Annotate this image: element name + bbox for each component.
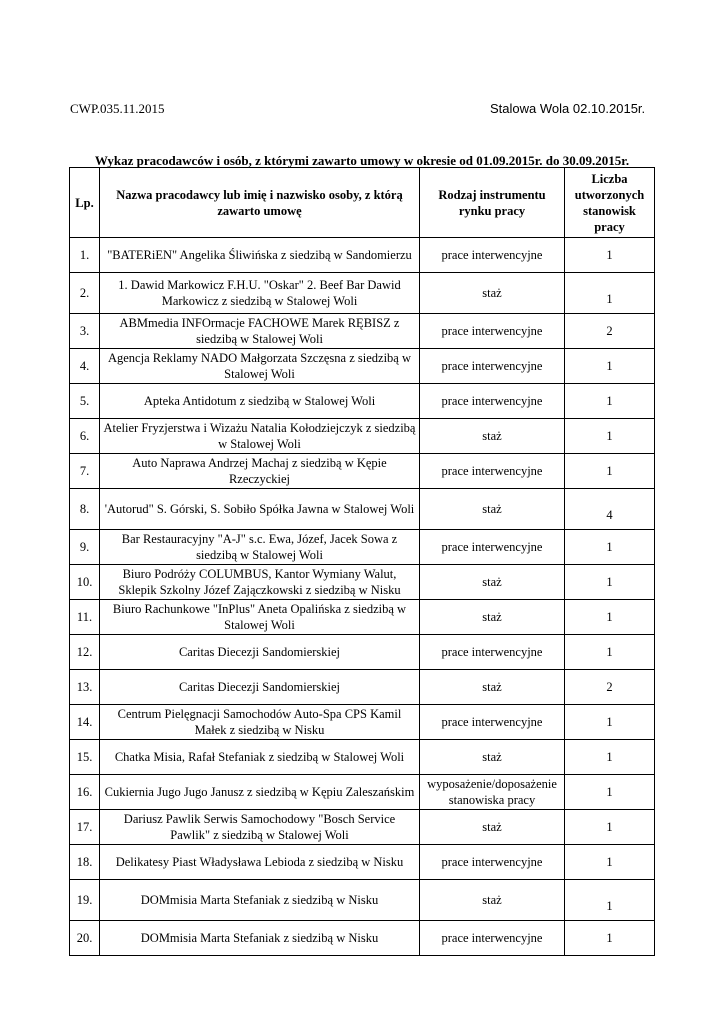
table-row: [70, 635, 655, 670]
labour-market-instrument: prace interwencyjne: [420, 845, 565, 880]
table-row: [70, 740, 655, 775]
document-title: Wykaz pracodawców i osób, z którymi zawarto umowy w okresie od 01.09.2015r. do 30.09.2015r.: [94, 153, 630, 168]
row-number: 12.: [70, 635, 100, 670]
labour-market-instrument: staż: [420, 740, 565, 775]
created-positions-count: 1: [565, 880, 655, 921]
employer-name: Biuro Podróży COLUMBUS, Kantor Wymiany Walut, Sklepik Szkolny Józef Zajączkowski z siedzibą w Nisku: [100, 565, 420, 600]
labour-market-instrument: prace interwencyjne: [420, 349, 565, 384]
labour-market-instrument: prace interwencyjne: [420, 238, 565, 273]
row-number: 5.: [70, 384, 100, 419]
table-header-row: [70, 168, 655, 238]
labour-market-instrument: staż: [420, 810, 565, 845]
row-number: 2.: [70, 273, 100, 314]
employer-name: 1. Dawid Markowicz F.H.U. "Oskar" 2. Beef Bar Dawid Markowicz z siedzibą w Stalowej Woli: [100, 273, 420, 314]
created-positions-count: 1: [565, 810, 655, 845]
labour-market-instrument: wyposażenie/doposażenie stanowiska pracy: [420, 775, 565, 810]
created-positions-count: 1: [565, 775, 655, 810]
employer-name: Caritas Diecezji Sandomierskiej: [100, 635, 420, 670]
employer-name: Bar Restauracyjny "A-J" s.c. Ewa, Józef, Jacek Sowa z siedzibą w Stalowej Woli: [100, 530, 420, 565]
place-and-date: Stalowa Wola 02.10.2015r.: [490, 101, 646, 116]
row-number: 4.: [70, 349, 100, 384]
labour-market-instrument: staż: [420, 670, 565, 705]
row-number: 9.: [70, 530, 100, 565]
labour-market-instrument: prace interwencyjne: [420, 705, 565, 740]
labour-market-instrument: prace interwencyjne: [420, 635, 565, 670]
row-number: 8.: [70, 489, 100, 530]
labour-market-instrument: staż: [420, 419, 565, 454]
employer-name: Auto Naprawa Andrzej Machaj z siedzibą w Kępie Rzeczyckiej: [100, 454, 420, 489]
table-row: [70, 880, 655, 921]
employer-name: ABMmedia INFOrmacje FACHOWE Marek RĘBISZ z siedzibą w Stalowej Woli: [100, 314, 420, 349]
created-positions-count: 1: [565, 384, 655, 419]
created-positions-count: 2: [565, 670, 655, 705]
employer-name: Caritas Diecezji Sandomierskiej: [100, 670, 420, 705]
created-positions-count: 1: [565, 565, 655, 600]
labour-market-instrument: prace interwencyjne: [420, 384, 565, 419]
table-row: [70, 238, 655, 273]
table-row: [70, 600, 655, 635]
created-positions-count: 1: [565, 530, 655, 565]
table-row: [70, 489, 655, 530]
row-number: 14.: [70, 705, 100, 740]
table-row: [70, 384, 655, 419]
employer-name: DOMmisia Marta Stefaniak z siedzibą w Nisku: [100, 921, 420, 956]
table-row: [70, 921, 655, 956]
created-positions-count: 1: [565, 349, 655, 384]
employer-name: "BATERiEN" Angelika Śliwińska z siedzibą w Sandomierzu: [100, 238, 420, 273]
table-row: [70, 775, 655, 810]
employer-name: Biuro Rachunkowe "InPlus" Aneta Opalińska z siedzibą w Stalowej Woli: [100, 600, 420, 635]
created-positions-count: 2: [565, 314, 655, 349]
table-row: [70, 273, 655, 314]
labour-market-instrument: prace interwencyjne: [420, 921, 565, 956]
labour-market-instrument: staż: [420, 489, 565, 530]
created-positions-count: 1: [565, 845, 655, 880]
table-row: [70, 349, 655, 384]
employer-name: 'Autorud" S. Górski, S. Sobiło Spółka Jawna w Stalowej Woli: [100, 489, 420, 530]
employer-name: Centrum Pielęgnacji Samochodów Auto-Spa CPS Kamil Małek z siedzibą w Nisku: [100, 705, 420, 740]
employer-name: DOMmisia Marta Stefaniak z siedzibą w Nisku: [100, 880, 420, 921]
labour-market-instrument: staż: [420, 565, 565, 600]
created-positions-count: 1: [565, 454, 655, 489]
created-positions-count: 1: [565, 238, 655, 273]
column-header-name: Nazwa pracodawcy lub imię i nazwisko osoby, z którą zawarto umowę: [100, 168, 420, 238]
created-positions-count: 1: [565, 600, 655, 635]
employer-name: Chatka Misia, Rafał Stefaniak z siedzibą w Stalowej Woli: [100, 740, 420, 775]
column-header-lp: Lp.: [70, 168, 100, 238]
employer-name: Apteka Antidotum z siedzibą w Stalowej Woli: [100, 384, 420, 419]
table-row: [70, 670, 655, 705]
created-positions-count: 4: [565, 489, 655, 530]
document-reference: CWP.035.11.2015: [70, 101, 165, 116]
employer-name: Agencja Reklamy NADO Małgorzata Szczęsna z siedzibą w Stalowej Woli: [100, 349, 420, 384]
table-row: [70, 314, 655, 349]
labour-market-instrument: prace interwencyjne: [420, 530, 565, 565]
employer-name: Delikatesy Piast Władysława Lebioda z siedzibą w Nisku: [100, 845, 420, 880]
created-positions-count: 1: [565, 273, 655, 314]
row-number: 11.: [70, 600, 100, 635]
table-row: [70, 845, 655, 880]
created-positions-count: 1: [565, 635, 655, 670]
table-row: [70, 530, 655, 565]
row-number: 7.: [70, 454, 100, 489]
table-row: [70, 454, 655, 489]
employers-table: [69, 167, 655, 956]
row-number: 19.: [70, 880, 100, 921]
employer-name: Atelier Fryzjerstwa i Wizażu Natalia Kołodziejczyk z siedzibą w Stalowej Woli: [100, 419, 420, 454]
row-number: 13.: [70, 670, 100, 705]
employer-name: Dariusz Pawlik Serwis Samochodowy "Bosch Service Pawlik" z siedzibą w Stalowej Woli: [100, 810, 420, 845]
table-row: [70, 705, 655, 740]
row-number: 16.: [70, 775, 100, 810]
table-row: [70, 419, 655, 454]
labour-market-instrument: staż: [420, 600, 565, 635]
labour-market-instrument: staż: [420, 273, 565, 314]
employer-name: Cukiernia Jugo Jugo Janusz z siedzibą w Kępiu Zaleszańskim: [100, 775, 420, 810]
column-header-instrument: Rodzaj instrumentu rynku pracy: [420, 168, 565, 238]
row-number: 18.: [70, 845, 100, 880]
row-number: 20.: [70, 921, 100, 956]
created-positions-count: 1: [565, 705, 655, 740]
table-row: [70, 810, 655, 845]
row-number: 6.: [70, 419, 100, 454]
table-row: [70, 565, 655, 600]
row-number: 17.: [70, 810, 100, 845]
created-positions-count: 1: [565, 740, 655, 775]
labour-market-instrument: prace interwencyjne: [420, 314, 565, 349]
labour-market-instrument: staż: [420, 880, 565, 921]
labour-market-instrument: prace interwencyjne: [420, 454, 565, 489]
row-number: 10.: [70, 565, 100, 600]
column-header-count: Liczba utworzonych stanowisk pracy: [565, 168, 655, 238]
created-positions-count: 1: [565, 419, 655, 454]
row-number: 3.: [70, 314, 100, 349]
row-number: 1.: [70, 238, 100, 273]
created-positions-count: 1: [565, 921, 655, 956]
row-number: 15.: [70, 740, 100, 775]
